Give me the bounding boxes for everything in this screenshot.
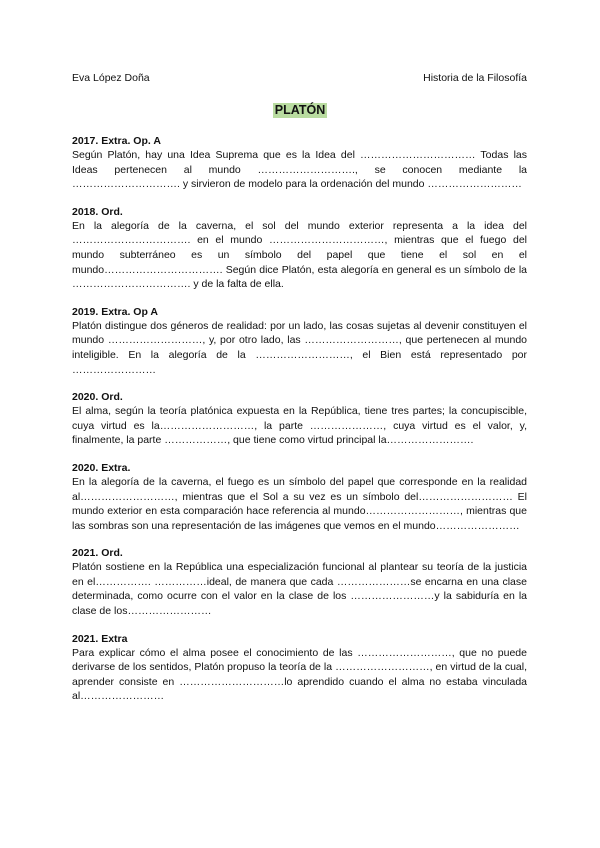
document-content <box>72 134 527 717</box>
author-name: Eva López Doña <box>72 72 150 84</box>
question-text: En la alegoría de la caverna, el fuego es un símbolo del papel que corresponde en la realidad al………………………, mientras que el Sol a su vez es un símbolo del……………………… El mundo exterior en esta comparación hace referencia al mundo………………………, mientras que las sombras son una representación de las imágenes que vemos en el mundo…………………… <box>72 475 527 532</box>
exam-question <box>72 632 527 704</box>
question-text: El alma, según la teoría platónica expuesta en la República, tiene tres partes; la concupiscible, cuya virtud es la………………………, la parte …………………, cuya virtud es el valor, y, finalmente, la parte ………………, que tiene como virtud principal la……………………. <box>72 405 527 447</box>
document-title: PLATÓN <box>274 103 326 117</box>
exam-question <box>72 461 527 533</box>
exam-question <box>72 205 527 292</box>
question-heading: 2021. Ord. <box>72 547 123 560</box>
exam-question <box>72 546 527 618</box>
exam-question <box>72 305 527 377</box>
question-text: En la alegoría de la caverna, el sol del mundo exterior representa a la idea del ……………………………. en el mundo ……………………………, mientras que el fuego del mundo subterráneo es un símbolo del papel que tiene el sol en el mundo……………………………. Según dice Platón, esta alegoría en general es un símbolo de la ……………………………. y de la falta de ella. <box>72 219 527 291</box>
question-text: Según Platón, hay una Idea Suprema que es la Idea del …………………………… Todas las Ideas pertenecen al mundo ………………………., se conocen mediante la …………………………. y sirvieron de modelo para la ordenación del mundo ……………………… <box>72 149 527 191</box>
exam-question <box>72 134 527 192</box>
question-heading: 2018. Ord. <box>72 205 123 218</box>
question-heading: 2019. Extra. Op A <box>72 305 158 318</box>
question-heading: 2020. Extra. <box>72 461 131 474</box>
question-heading: 2021. Extra <box>72 632 128 645</box>
page-header <box>72 72 527 84</box>
question-heading: 2020. Ord. <box>72 391 123 404</box>
title-wrap <box>0 101 600 119</box>
question-text: Para explicar cómo el alma posee el conocimiento de las ………………………, que no puede derivarse de los sentidos, Platón propuso la teoría de la ………………………, en virtud de la cual, aprender consiste en …………………………lo aprendido cuando el alma no estaba vinculada al…………………… <box>72 646 527 703</box>
question-text: Platón distingue dos géneros de realidad: por un lado, las cosas sujetas al devenir constituyen el mundo ………………………, y, por otro lado, las ………………………, que pertenecen al mundo inteligible. En la alegoría de la ………………………, el Bien está representado por …………………… <box>72 319 527 376</box>
subject-name: Historia de la Filosofía <box>423 72 527 84</box>
exam-question <box>72 390 527 448</box>
question-text: Platón sostiene en la República una especialización funcional al plantear su teoría de la justicia en el……………. ……………ideal, de manera que cada …………………se encarna en una clase determinada, como ocurre con el valor en la clase de los ……………………y la sabiduría en la clase de los…………………… <box>72 561 527 618</box>
question-heading: 2017. Extra. Op. A <box>72 135 161 147</box>
